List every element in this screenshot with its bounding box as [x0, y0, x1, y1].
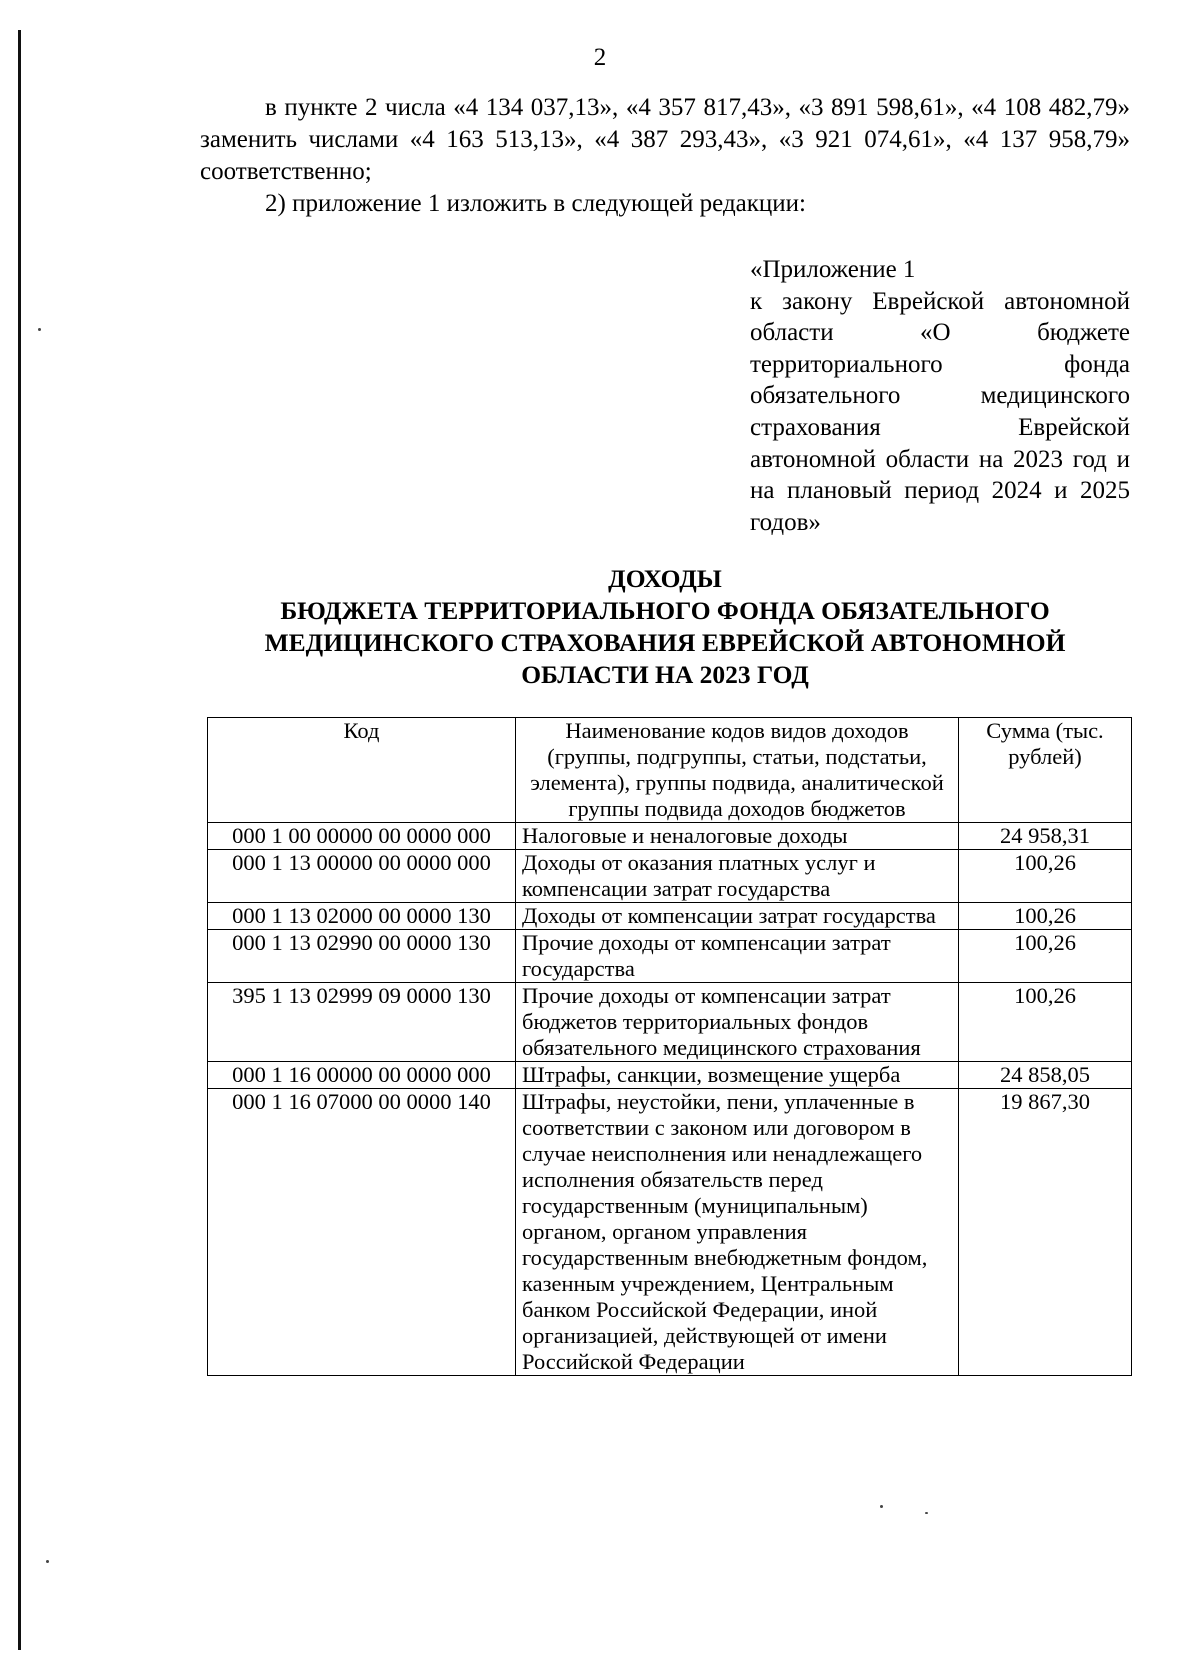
appendix-instruction: 2) приложение 1 изложить в следующей редакции: [265, 190, 806, 217]
scan-margin-line [18, 30, 21, 1650]
scan-speck [880, 1505, 883, 1508]
header-code: Код [208, 718, 516, 823]
row-code: 000 1 00 00000 00 0000 000 [208, 823, 516, 850]
row-sum: 24 858,05 [959, 1062, 1132, 1089]
appendix-reference [750, 254, 1130, 538]
appendix-title: «Приложение 1 [750, 256, 916, 283]
row-name: Прочие доходы от компенсации затрат государства [516, 930, 959, 983]
table-header-row [208, 718, 1132, 823]
header-sum: Сумма (тыс. рублей) [959, 718, 1132, 823]
heading-line: ОБЛАСТИ НА 2023 ГОД [521, 660, 809, 689]
row-name: Доходы от компенсации затрат государства [516, 903, 959, 930]
scan-speck [46, 1560, 49, 1563]
row-sum: 19 867,30 [959, 1089, 1132, 1376]
heading-line: БЮДЖЕТА ТЕРРИТОРИАЛЬНОГО ФОНДА ОБЯЗАТЕЛЬНОГО [280, 596, 1050, 625]
row-code: 000 1 16 00000 00 0000 000 [208, 1062, 516, 1089]
row-sum: 24 958,31 [959, 823, 1132, 850]
row-sum: 100,26 [959, 850, 1132, 903]
row-name: Налоговые и неналоговые доходы [516, 823, 959, 850]
row-name: Доходы от оказания платных услуг и компенсации затрат государства [516, 850, 959, 903]
table-row [208, 823, 1132, 850]
appendix-body: к закону Еврейской автономной области «О бюджете территориального фонда обязательного медицинского страхования Еврейской автономной области на 2023 год и на плановый период 2024 и 2025 годов» [750, 287, 1130, 536]
document-heading [200, 563, 1130, 691]
row-code: 395 1 13 02999 09 0000 130 [208, 983, 516, 1062]
header-name: Наименование кодов видов доходов (группы, подгруппы, статьи, подстатьи, элемента), группы подвида, аналитической группы подвида доходов бюджетов [516, 718, 959, 823]
row-sum: 100,26 [959, 903, 1132, 930]
table-row [208, 930, 1132, 983]
heading-line: МЕДИЦИНСКОГО СТРАХОВАНИЯ ЕВРЕЙСКОЙ АВТОНОМНОЙ [264, 628, 1066, 657]
row-code: 000 1 13 00000 00 0000 000 [208, 850, 516, 903]
table-row [208, 1089, 1132, 1376]
row-code: 000 1 16 07000 00 0000 140 [208, 1089, 516, 1376]
amendment-paragraph: в пункте 2 числа «4 134 037,13», «4 357 817,43», «3 891 598,61», «4 108 482,79» заменить числами «4 163 513,13», «4 387 293,43», «3 921 074,61», «4 137 958,79» соответственно; [200, 94, 1130, 185]
row-code: 000 1 13 02990 00 0000 130 [208, 930, 516, 983]
page-number: 2 [593, 44, 607, 71]
table-row [208, 850, 1132, 903]
row-sum: 100,26 [959, 930, 1132, 983]
intro-text [200, 92, 1130, 220]
row-name: Штрафы, неустойки, пени, уплаченные в соответствии с законом или договором в случае неисполнения или ненадлежащего исполнения обязательств перед государственным (муниципальным) органом, органом управления государственным внебюджетным фондом, казенным учреждением, Центральным банком Российской Федерации, иной организацией, действующей от имени Российской Федерации [516, 1089, 959, 1376]
row-name: Прочие доходы от компенсации затрат бюджетов территориальных фондов обязательного медицинского страхования [516, 983, 959, 1062]
scan-speck [925, 1512, 928, 1514]
row-code: 000 1 13 02000 00 0000 130 [208, 903, 516, 930]
table-row [208, 903, 1132, 930]
scan-speck [38, 328, 41, 331]
row-sum: 100,26 [959, 983, 1132, 1062]
table-row [208, 1062, 1132, 1089]
row-name: Штрафы, санкции, возмещение ущерба [516, 1062, 959, 1089]
heading-line: ДОХОДЫ [608, 564, 722, 593]
table-row [208, 983, 1132, 1062]
income-table [207, 717, 1132, 1376]
